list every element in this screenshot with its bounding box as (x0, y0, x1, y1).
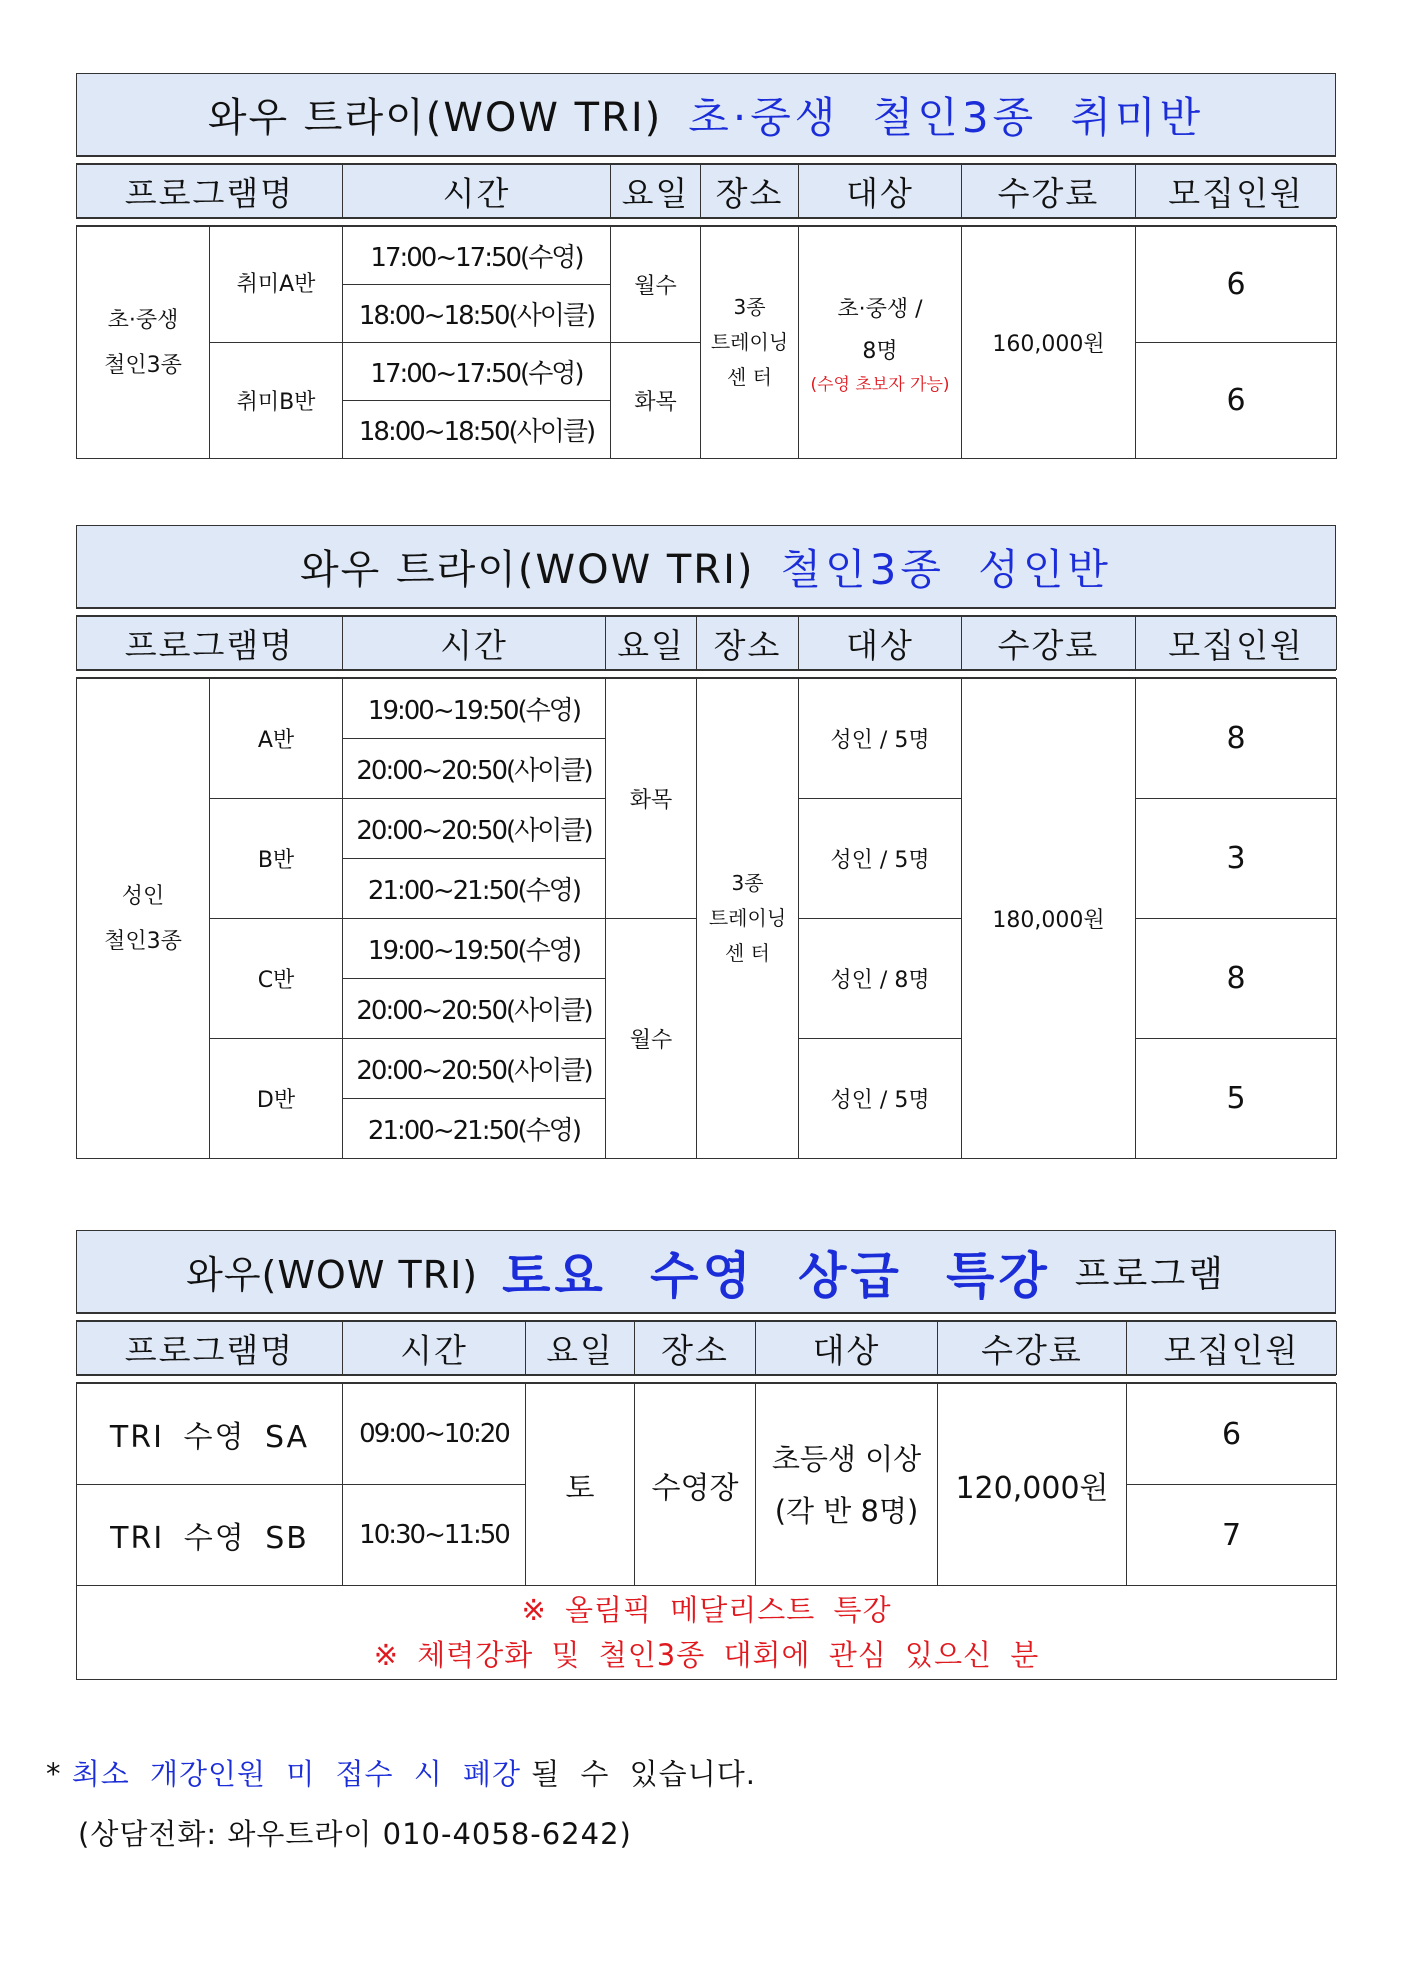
header-target: 대상 (799, 617, 962, 670)
program-line2: 철인3종 (104, 928, 182, 954)
time-cell: 20:00~20:50(사이클) (343, 979, 606, 1039)
capacity-cell: 3 (1136, 799, 1337, 919)
header-time: 시간 (343, 617, 606, 670)
time-cell: 17:00~17:50(수영) (343, 227, 611, 285)
capacity-cell: 5 (1136, 1039, 1337, 1159)
section3-header-row (76, 1321, 1337, 1375)
day-cell: 화목 (611, 343, 701, 459)
header-program: 프로그램명 (77, 165, 343, 218)
target-cell: 성인 / 5명 (799, 1039, 962, 1159)
header-day: 요일 (611, 165, 701, 218)
header-day: 요일 (606, 617, 697, 670)
target-cell: 성인 / 8명 (799, 919, 962, 1039)
capacity-cell: 6 (1136, 227, 1337, 343)
notes-cell (77, 1586, 1337, 1680)
place-line1: 3종 (731, 871, 764, 895)
footer-blue-text: 최소 개강인원 미 접수 시 폐강 (71, 1757, 521, 1791)
capacity-cell: 6 (1136, 343, 1337, 459)
fee-cell: 120,000원 (938, 1384, 1127, 1586)
class-name: 취미A반 (210, 227, 343, 343)
note-line1: ※ 올림픽 메달리스트 특강 (521, 1592, 892, 1627)
header-capacity: 모집인원 (1136, 617, 1337, 670)
fee-cell: 160,000원 (962, 227, 1136, 459)
section2-title-prefix: 와우 트라이(WOW TRI) (300, 547, 755, 593)
day-cell: 화목 (606, 679, 697, 919)
target-cell (799, 227, 962, 459)
capacity-cell: 6 (1127, 1384, 1337, 1485)
place-line2: 트레이닝 (708, 906, 787, 930)
header-capacity: 모집인원 (1136, 165, 1337, 218)
program-name-cell: TRI 수영 SA (77, 1384, 343, 1485)
header-target: 대상 (799, 165, 962, 218)
time-cell: 10:30~11:50 (343, 1485, 526, 1586)
footer-rest-text: 될 수 있습니다. (531, 1757, 756, 1791)
place-line1: 3종 (733, 295, 766, 319)
header-day: 요일 (526, 1322, 635, 1375)
time-cell: 20:00~20:50(사이클) (343, 799, 606, 859)
place-line3: 센 터 (725, 941, 770, 965)
note-line2: ※ 체력강화 및 철인3종 대회에 관심 있으신 분 (373, 1637, 1040, 1672)
section1-title (76, 73, 1336, 156)
section-adult-class (76, 525, 1336, 1159)
header-capacity: 모집인원 (1127, 1322, 1337, 1375)
header-place: 장소 (635, 1322, 756, 1375)
section3-table (76, 1383, 1337, 1680)
place-cell (701, 227, 799, 459)
time-cell: 18:00~18:50(사이클) (343, 285, 611, 343)
class-name: B반 (210, 799, 343, 919)
section1-header-row (76, 164, 1337, 218)
time-cell: 19:00~19:50(수영) (343, 919, 606, 979)
section3-title-prefix: 와우(WOW TRI) (186, 1253, 479, 1297)
target-cell (756, 1384, 938, 1586)
fee-cell: 180,000원 (962, 679, 1136, 1159)
header-fee: 수강료 (962, 617, 1136, 670)
target-line1: 초등생 이상 (771, 1441, 922, 1476)
header-program: 프로그램명 (77, 617, 343, 670)
header-fee: 수강료 (938, 1322, 1127, 1375)
program-name-cell: TRI 수영 SB (77, 1485, 343, 1586)
header-time: 시간 (343, 1322, 526, 1375)
target-cell: 성인 / 5명 (799, 799, 962, 919)
time-cell: 17:00~17:50(수영) (343, 343, 611, 401)
section3-title-suffix: 프로그램 (1074, 1254, 1226, 1295)
time-cell: 20:00~20:50(사이클) (343, 1039, 606, 1099)
time-cell: 09:00~10:20 (343, 1384, 526, 1485)
program-name-cell (77, 227, 210, 459)
section3-title-highlight: 토요 수영 상급 특강 (502, 1246, 1051, 1305)
footer-star: * (46, 1757, 62, 1791)
target-note: (수영 초보자 가능) (810, 374, 950, 395)
class-name: D반 (210, 1039, 343, 1159)
class-name: 취미B반 (210, 343, 343, 459)
capacity-cell: 8 (1136, 679, 1337, 799)
place-cell: 수영장 (635, 1384, 756, 1586)
target-line2: 8명 (862, 338, 898, 364)
place-line2: 트레이닝 (710, 330, 789, 354)
header-time: 시간 (343, 165, 611, 218)
section1-table (76, 226, 1337, 459)
header-place: 장소 (697, 617, 799, 670)
footer-notice (46, 1752, 756, 1793)
section2-title-highlight: 철인3종 성인반 (780, 544, 1112, 594)
program-name-cell (77, 679, 210, 1159)
header-place: 장소 (701, 165, 799, 218)
class-name: A반 (210, 679, 343, 799)
place-line3: 센 터 (727, 365, 772, 389)
capacity-cell: 8 (1136, 919, 1337, 1039)
section-saturday-swim (76, 1230, 1336, 1680)
target-line2: (각 반 8명) (774, 1493, 919, 1528)
place-cell (697, 679, 799, 1159)
program-line2: 철인3종 (104, 352, 182, 378)
capacity-cell: 7 (1127, 1485, 1337, 1586)
program-line1: 성인 (121, 883, 165, 909)
section2-header-row (76, 616, 1337, 670)
header-target: 대상 (756, 1322, 938, 1375)
program-line1: 초·중생 (107, 307, 179, 333)
section1-title-highlight: 초·중생 철인3종 취미반 (688, 92, 1205, 142)
time-cell: 19:00~19:50(수영) (343, 679, 606, 739)
day-cell: 월수 (611, 227, 701, 343)
section2-table (76, 678, 1337, 1159)
section3-title (76, 1230, 1336, 1313)
day-cell: 월수 (606, 919, 697, 1159)
section1-title-prefix: 와우 트라이(WOW TRI) (207, 95, 663, 141)
footer-contact: (상담전화: 와우트라이 010-4058-6242) (78, 1817, 632, 1851)
time-cell: 21:00~21:50(수영) (343, 1099, 606, 1159)
class-name: C반 (210, 919, 343, 1039)
header-fee: 수강료 (962, 165, 1136, 218)
day-cell: 토 (526, 1384, 635, 1586)
time-cell: 20:00~20:50(사이클) (343, 739, 606, 799)
section2-title (76, 525, 1336, 608)
header-program: 프로그램명 (77, 1322, 343, 1375)
time-cell: 18:00~18:50(사이클) (343, 401, 611, 459)
target-line1: 초·중생 / (837, 296, 923, 322)
section-hobby-class (76, 73, 1336, 459)
time-cell: 21:00~21:50(수영) (343, 859, 606, 919)
target-cell: 성인 / 5명 (799, 679, 962, 799)
